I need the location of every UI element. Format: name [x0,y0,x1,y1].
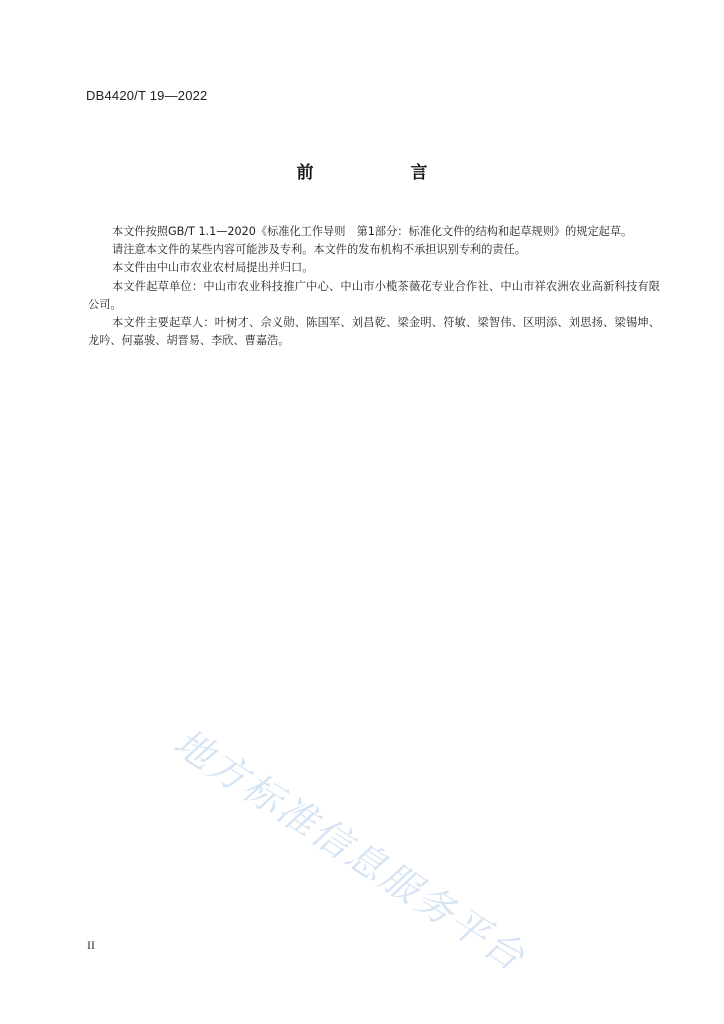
paragraph-drafters: 本文件主要起草人：叶树才、佘义勋、陈国军、刘昌乾、梁金明、符敏、梁智伟、区明添、刘思扬、梁锡坤、龙吟、何嘉骏、胡晋易、李欣、曹嘉浩。 [88,316,660,348]
foreword-body [88,223,660,350]
header-standard-code: DB4420/T 19—2022 [86,88,208,103]
page-number: II [87,938,95,952]
paragraph-proposer: 本文件由中山市农业农村局提出并归口。 [112,261,314,275]
paragraph-drafting-rules: 本文件按照GB/T 1.1—2020《标准化工作导则 第1部分：标准化文件的结构和起草规则》的规定起草。 [112,225,633,238]
page-title: 前 言 [296,163,468,183]
watermark: 地方标准信息服务平台 [166,719,534,981]
paragraph-drafting-units: 本文件起草单位：中山市农业科技推广中心、中山市小榄茶薇花专业合作社、中山市祥农洲农业高新科技有限公司。 [88,279,660,311]
paragraph-patent-notice: 请注意本文件的某些内容可能涉及专利。本文件的发布机构不承担识别专利的责任。 [112,243,526,257]
